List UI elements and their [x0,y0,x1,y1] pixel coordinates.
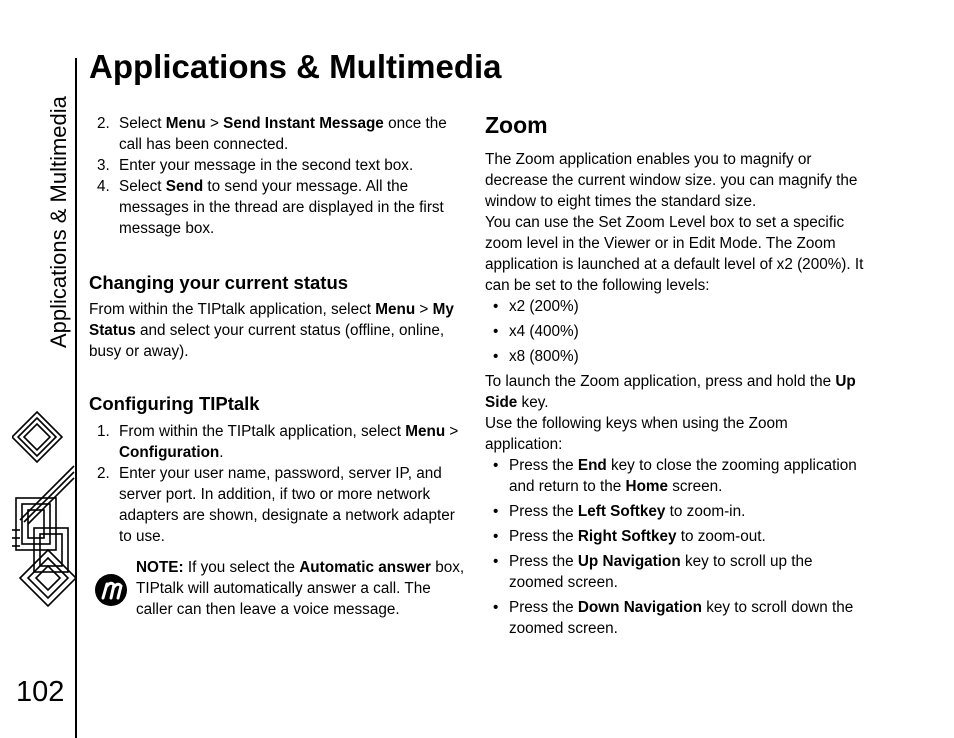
bullet-icon: • [493,503,499,520]
bullet-icon: • [493,528,499,545]
text-run: Select [119,178,166,195]
bold-term: Menu [375,301,416,318]
step-item [89,176,469,239]
zoom-keys-intro: Use the following keys when using the Zoom application: [485,415,788,453]
bold-term: Up Side [485,373,856,411]
text-run: Select [119,115,166,132]
text-run: From within the TIPtalk application, select [119,423,406,440]
text-run: Enter your user name, password, server IP, and server port. In addition, if two or more network adapters are shown, designate a network adapter to use. [119,465,455,545]
bold-term: Automatic answer [299,559,431,576]
text-run: to zoom-out. [676,528,766,545]
text-run: x8 (800%) [509,348,579,365]
bullet-icon: • [493,323,499,340]
bold-term: My Status [89,301,454,339]
status-paragraph [89,299,469,362]
bullet-item [485,501,865,522]
bold-term: End [577,457,607,474]
bold-term: Send [165,178,204,195]
zoom-levels-intro: You can use the Set Zoom Level box to set a specific zoom level in the Viewer or in Edit Mode. The Zoom application is launched at a default level of x2 (200%). It can be set to the following levels: [485,214,864,294]
text-run: Press the [509,528,578,545]
side-tab [44,58,80,348]
text-run: once the call has been connected. [119,115,447,153]
bullet-icon: • [493,457,499,474]
text-run: and select your current status (offline, online, busy or away). [89,322,445,360]
bullet-item [485,296,865,317]
page-title: Applications & Multimedia [89,48,502,85]
text-run: Press the [509,599,578,616]
bold-term: Up Navigation [577,553,681,570]
bold-term: Configuration [119,444,220,461]
step-number: 3. [97,157,110,174]
bullet-icon: • [493,599,499,616]
text-run: box, TIPtalk will automatically answer a call. The caller can then leave a voice message. [136,559,465,618]
text-run: x2 (200%) [509,298,579,315]
text-run: From within the TIPtalk application, select [89,301,376,318]
text-run: Press the [509,553,578,570]
step-item [89,463,469,547]
text-run: Press the [509,457,578,474]
bullet-item [485,455,865,497]
bold-term: NOTE: [136,559,184,576]
note-icon [94,573,128,607]
note-box [88,557,468,620]
side-tab-label: Applications & Multimedia [46,96,71,348]
text-run: key to scroll down the zoomed screen. [509,599,854,637]
zoom-keys-list [485,455,865,639]
text-run: key to scroll up the zoomed screen. [509,553,813,591]
text-run: > [415,301,433,318]
text-run: Press the [509,503,578,520]
bullet-icon: • [493,553,499,570]
bullet-item [485,526,865,547]
send-message-steps [89,113,469,239]
bold-term: Menu [165,115,206,132]
text-run: To launch the Zoom application, press and hold the [485,373,836,390]
bold-term: Send Instant Message [223,115,384,132]
text-run: to send your message. All the messages in the thread are displayed in the first message box. [119,178,444,237]
text-run: . [219,444,224,461]
text-run: screen. [668,478,723,495]
bullet-item [485,551,865,593]
step-item [89,421,469,463]
bold-term: Left Softkey [577,503,666,520]
text-run: key. [517,394,549,411]
config-steps [89,421,469,547]
bold-term: Right Softkey [577,528,677,545]
zoom-levels-list [485,296,865,367]
step-number: 2. [97,465,110,482]
bullet-icon: • [493,298,499,315]
text-run: Enter your message in the second text box. [119,157,414,174]
bullet-item [485,346,865,367]
text-run: If you select the [183,559,300,576]
zoom-heading: Zoom [485,112,548,138]
step-number: 2. [97,115,110,132]
text-run: key to close the zooming application and return to the [509,457,857,495]
text-run: > [445,423,459,440]
status-heading: Changing your current status [89,272,349,293]
zoom-intro: The Zoom application enables you to magnify or decrease the current window size. you can magnify the window to eight times the standard size. [485,151,858,210]
config-heading: Configuring TIPtalk [89,393,260,414]
step-item [89,113,469,155]
bullet-icon: • [493,348,499,365]
left-column [89,113,469,620]
text-run: > [205,115,224,132]
page-number: 102 [16,676,65,708]
text-run: to zoom-in. [665,503,746,520]
bold-term: Menu [405,423,446,440]
zoom-launch-text [485,371,865,413]
bullet-item [485,597,865,639]
bold-term: Down Navigation [577,599,702,616]
step-number: 1. [97,423,110,440]
note-text [136,557,468,620]
decorative-diamonds-graphic [12,410,76,630]
bold-term: Home [625,478,669,495]
bullet-item [485,321,865,342]
step-item [89,155,469,176]
step-number: 4. [97,178,110,195]
right-column [485,112,865,643]
text-run: x4 (400%) [509,323,579,340]
